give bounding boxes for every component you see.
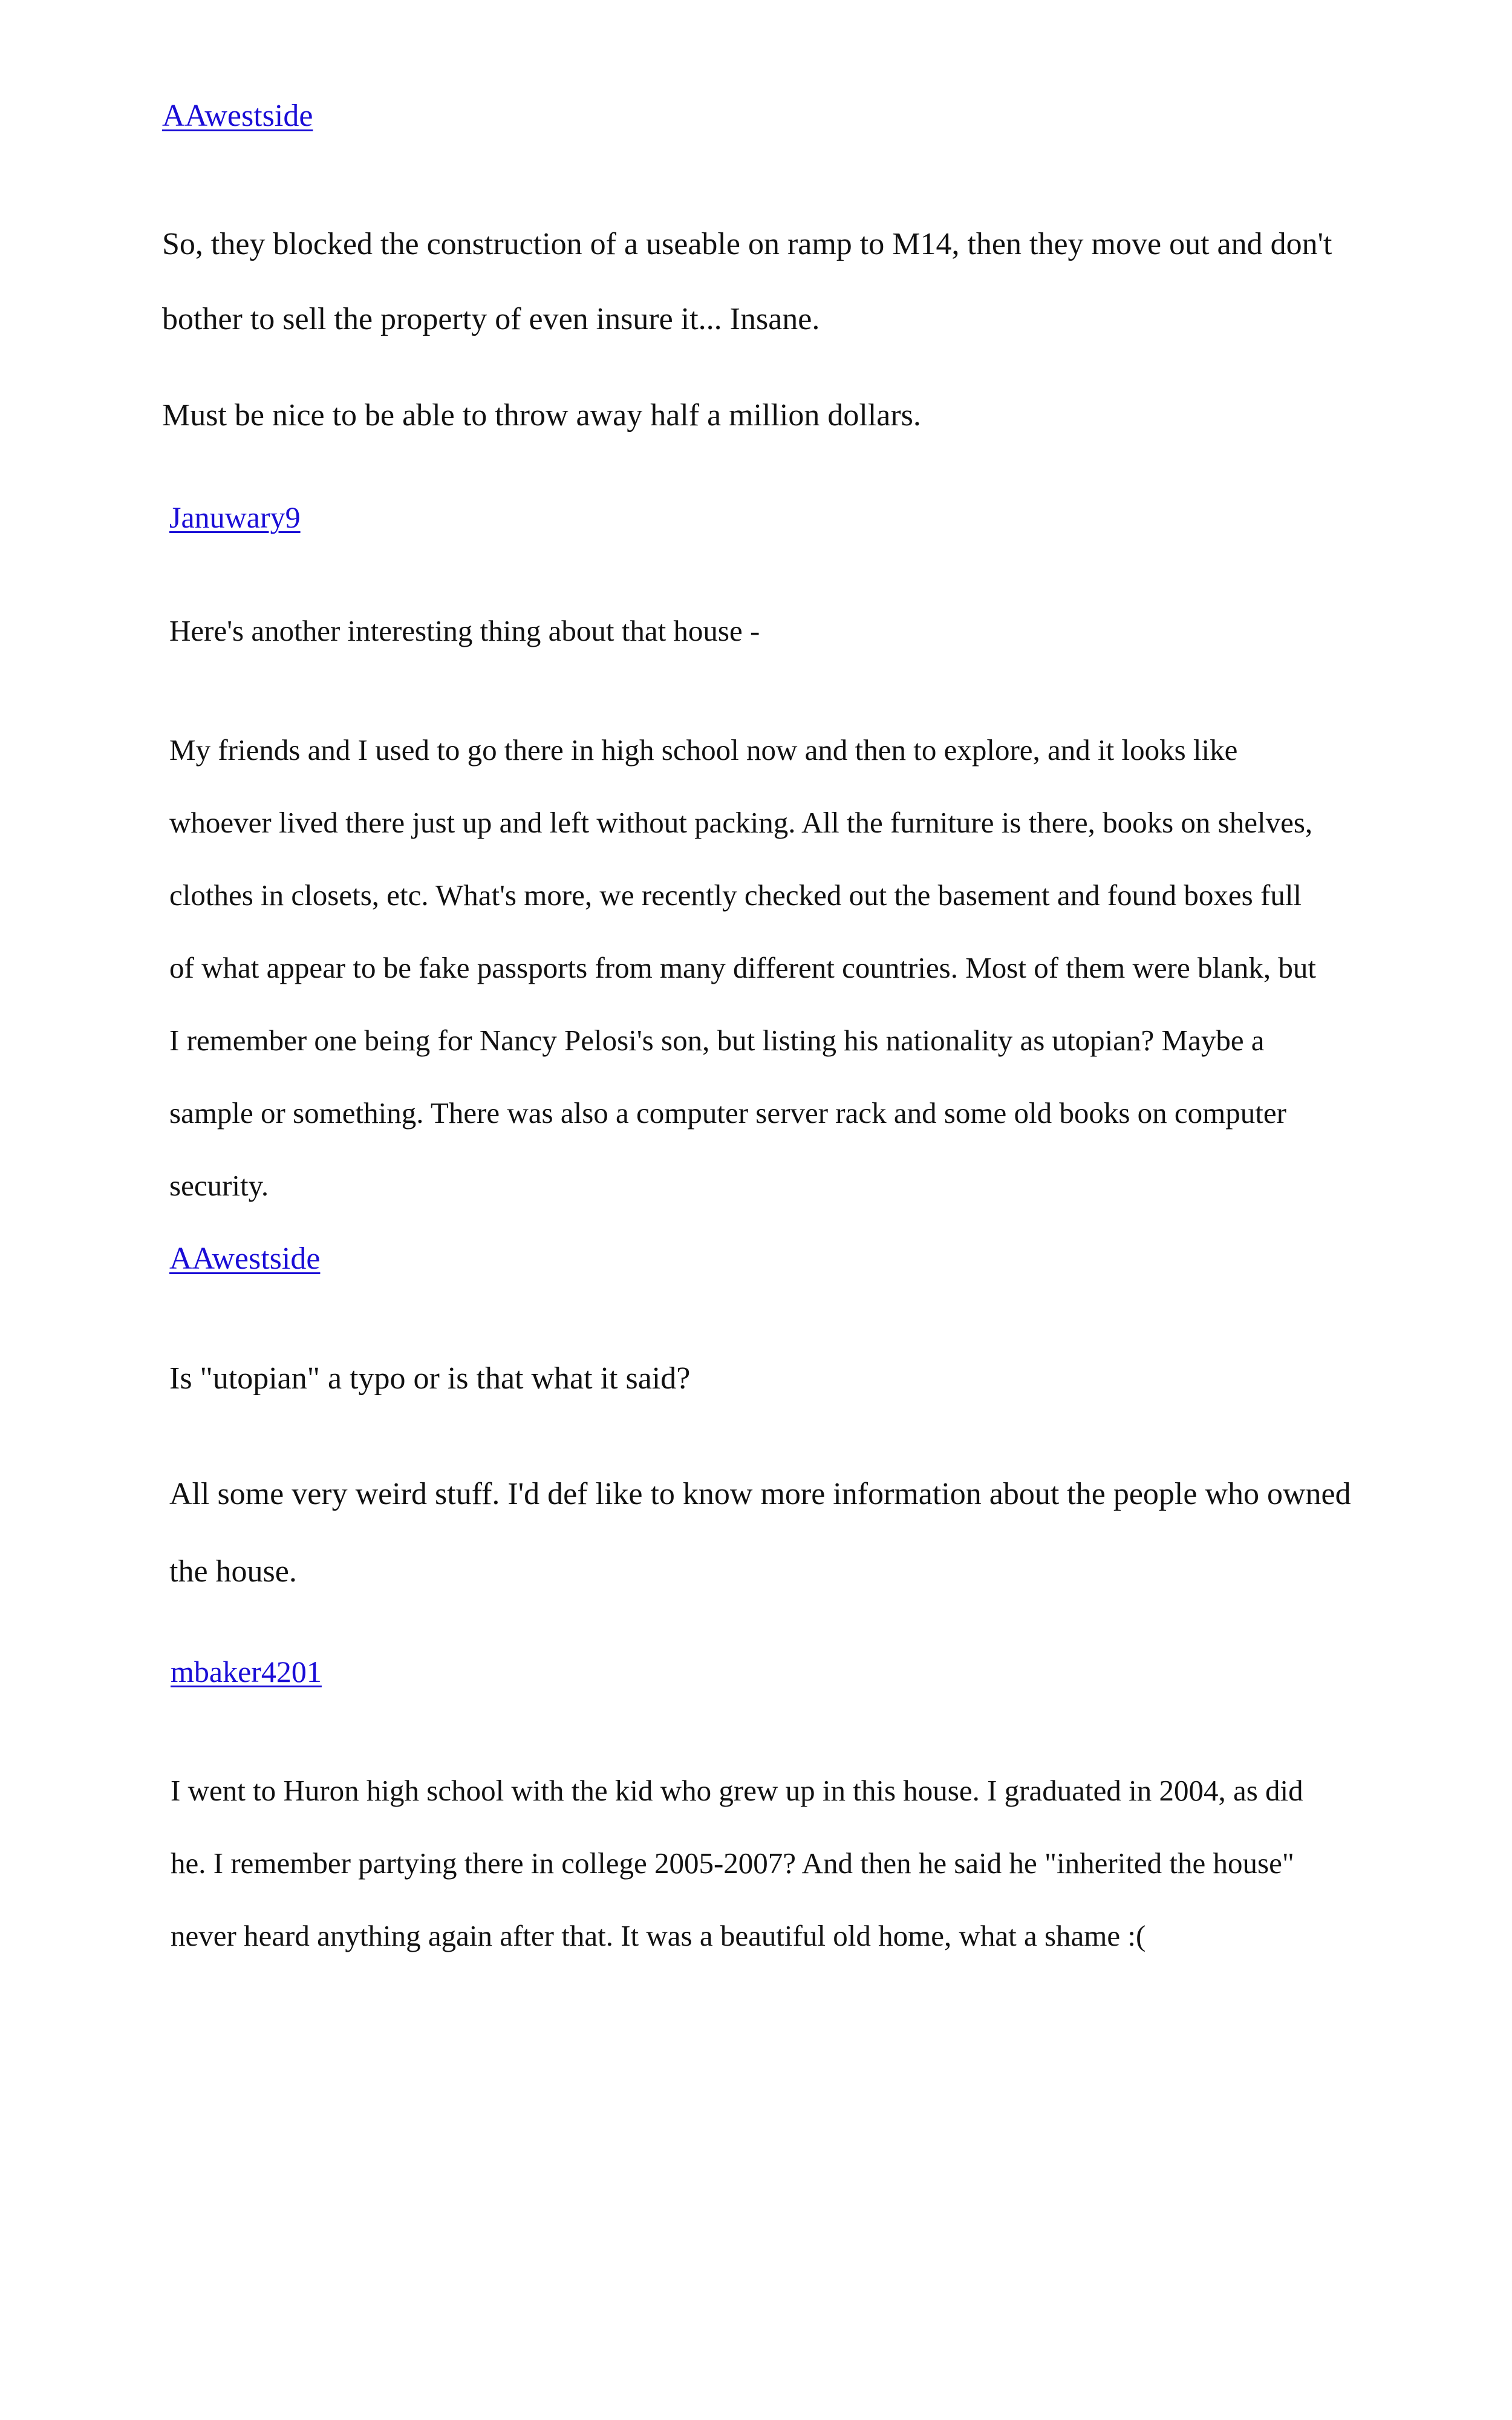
comment-4-username-link[interactable]: mbaker4201 <box>171 1655 322 1689</box>
comment-1-paragraph-1: So, they blocked the construction of a useable on ramp to M14, then they move out and don't bother to sell the property of even insure it... Insane. <box>162 227 1332 336</box>
comment-4-paragraph-1: I went to Huron high school with the kid who grew up in this house. I graduated in 2004, as did he. I remember partying there in college 2005-2007? And then he said he "inherited the house" never heard anything again after that. It was a beautiful old home, what a shame :( <box>171 1774 1303 1952</box>
comment-1-paragraph-2: Must be nice to be able to throw away half a million dollars. <box>162 398 921 433</box>
comment-2-paragraph-2: My friends and I used to go there in high school now and then to explore, and it looks like whoever lived there just up and left without packing. All the furniture is there, books on shelves, clothes in closets, etc. What's more, we recently checked out the basement and found boxes full of what appear to be fake passports from many different countries. Most of them were blank, but I remember one being for Nancy Pelosi's son, but listing his nationality as utopian? Maybe a sample or something. There was also a computer server rack and some old books on computer security. <box>169 733 1316 1202</box>
comment-3-paragraph-2: All some very weird stuff. I'd def like to know more information about the people who owned the house. <box>169 1477 1351 1589</box>
comment-1-username-link[interactable]: AAwestside <box>162 99 313 133</box>
comment-3-username-link[interactable]: AAwestside <box>169 1241 321 1276</box>
comment-3-paragraph-1: Is "utopian" a typo or is that what it said? <box>169 1361 691 1396</box>
comment-2-username-link[interactable]: Januwary9 <box>169 500 301 534</box>
comment-2-paragraph-1: Here's another interesting thing about that house - <box>169 614 760 647</box>
